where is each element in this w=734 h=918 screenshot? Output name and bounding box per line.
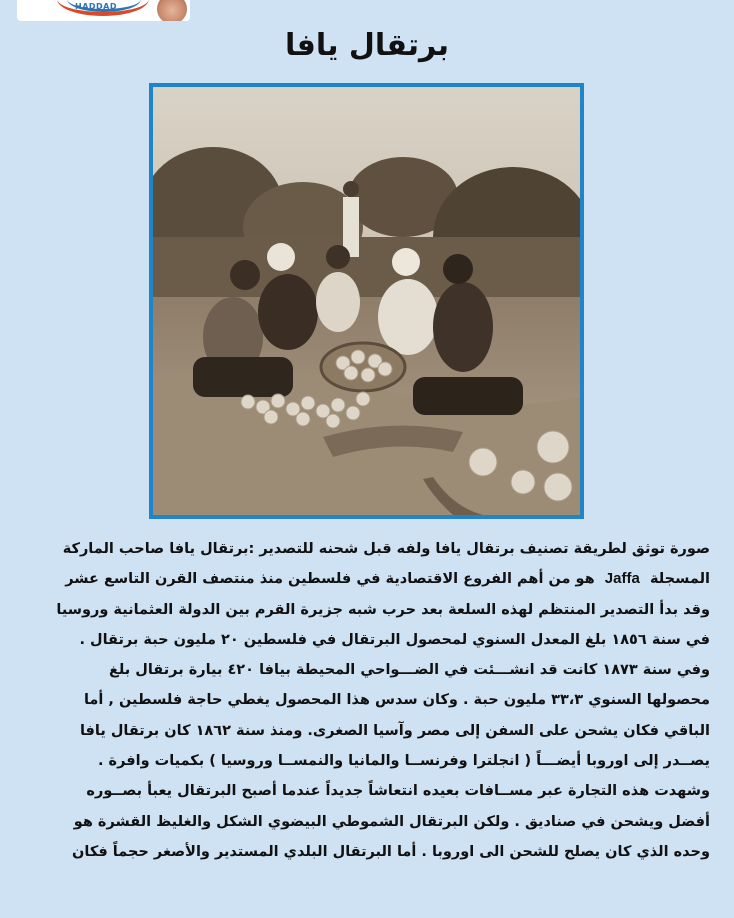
paragraph-line-5: وفي سنة ١٨٧٣ كانت قد انشـــئت في الضـــواحي المحيطة بيافا ٤٢٠ بيارة برتقال بلغ [108,662,710,679]
paragraph-line-6: محصولها السنوي ٣٣،٣ مليون حبة . وكان سدس هذا المحصول يغطي حاجة فلسطين , أما [83,692,710,709]
paragraph-line-7: الباقي فكان يشحن على السفن إلى مصر وآسيا الصغرى. ومنذ سنة ١٨٦٢ كان برتقال يافا [79,722,710,739]
paragraph-line-2 [24,564,710,594]
brand-name: Jaffa [604,570,640,588]
article-body [24,534,710,867]
page-title: برتقال يافا [285,28,449,63]
line2-after: هو من أهم الفروع الاقتصادية في فلسطين منذ منتصف القرن التاسع عشر [65,571,595,588]
paragraph-line-10: أفضل ويشحن في صناديق . ولكن البرتقال الشموطي البيضوي الشكل والغليظ القشرة هو [73,813,710,830]
paragraph-line-9: وشهدت هذه التجارة عبر مســافات بعيده انتعاشاً جديداً عندما أصبح البرتقال يعبأ بصــوره [86,783,710,800]
paragraph-line-1: صورة توثق لطريقة تصنيف برتقال يافا ولفه قبل شحنه للتصدير :برتقال يافا صاحب الماركة [62,541,710,557]
logo-text: HADDAD [75,2,117,11]
logo-portrait-icon [157,0,187,21]
paragraph-line-3: وقد بدأ التصدير المنتظم لهذه السلعة بعد حرب شبه جزيرة القرم بين الدولة العثمانية وروسيا [56,601,710,618]
paragraph-line-8: يصــدر إلى اوروبا أيضـــاً ( انجلترا وفرنســا والمانيا والنمســا وروسيا ) بكميات وافرة . [97,753,710,770]
paragraph-line-11: وحده الذي كان يصلح للشحن الى اوروبا . أما البرتقال البلدي المستدير والأصغر حجماً فكان [72,843,710,860]
publisher-logo [17,0,190,21]
historic-photo-jaffa-orange-packers-icon [153,87,580,515]
historic-photo [149,83,584,519]
paragraph-line-4: في سنة ١٨٥٦ بلغ المعدل السنوي لمحصول البرتقال في فلسطين ٢٠ مليون حبة برتقال . [79,631,710,648]
line2-before: المسجلة [649,571,710,588]
